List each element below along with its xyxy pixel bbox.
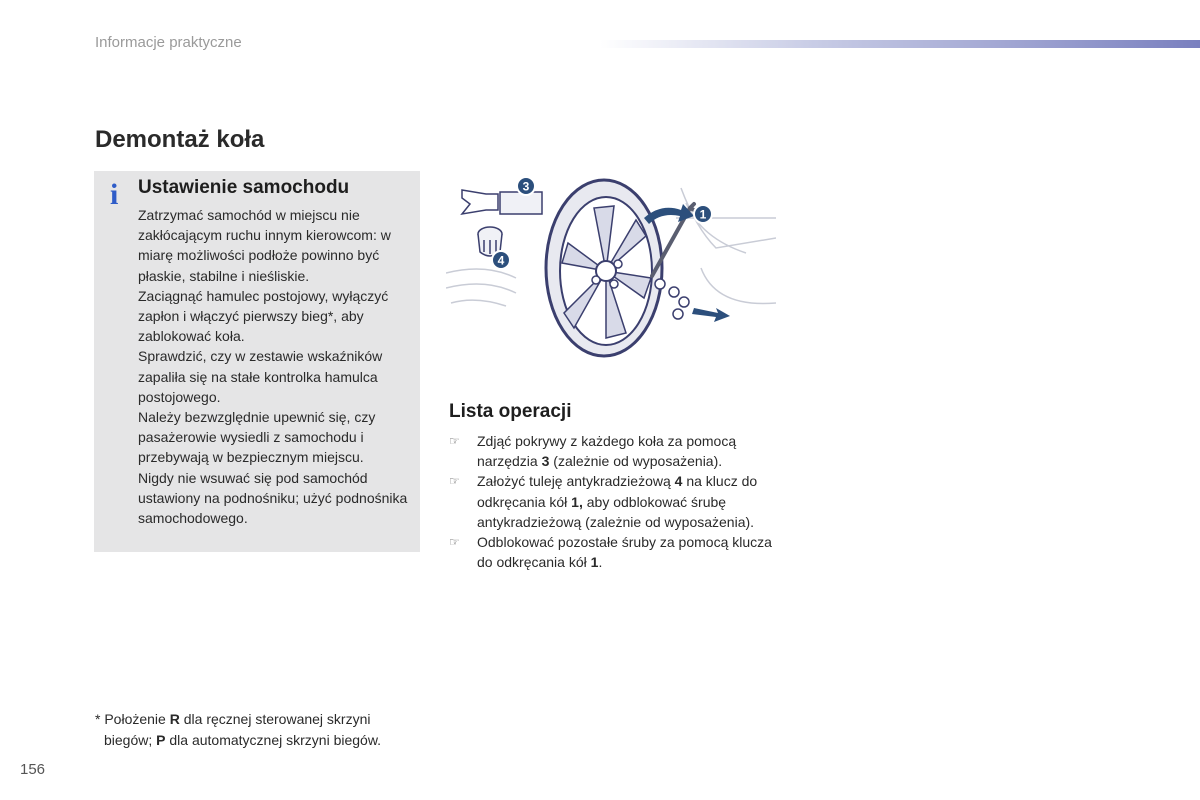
footnote [95, 709, 435, 750]
info-paragraph: Nigdy nie wsuwać się pod samochód ustawiony na podnośniku; użyć podnośnika samochodowego. [138, 469, 408, 527]
operation-ref: 3 [541, 453, 550, 470]
callout-4 [492, 251, 510, 269]
svg-text:3: 3 [522, 179, 530, 194]
info-icon: i [110, 178, 119, 211]
info-paragraph: Zatrzymać samochód w miejscu nie zakłócającym ruchu innym kierowcom: w miarę możliwości podłoże powinno być płaskie, stabilne i nieśliskie. [138, 207, 391, 284]
footnote-text: dla ręcznej sterowanej skrzyni [179, 711, 371, 727]
footnote-text: dla automatycznej skrzyni biegów. [165, 731, 382, 748]
footnote-ref: P [156, 731, 166, 748]
operation-item [449, 471, 779, 532]
callout-3 [517, 177, 535, 195]
info-paragraph: Sprawdzić, czy w zestawie wskaźników zapaliła się na stałe kontrolka hamulca postojowego. [138, 348, 383, 405]
hand-pointer-icon: ☞ [449, 535, 460, 550]
page-number: 156 [20, 761, 46, 778]
page-title: Demontaż koła [95, 126, 265, 153]
info-paragraph: Należy bezwzględnie upewnić się, czy pasażerowie wysiedli z samochodu i przebywają w bezpiecznym miejscu. [138, 409, 376, 466]
info-paragraph: Zaciągnąć hamulec postojowy, wyłączyć zapłon i włączyć pierwszy bieg*, aby zablokować koła. [138, 287, 389, 345]
operation-item [449, 431, 779, 471]
tire-drawing [546, 180, 662, 356]
operations-heading: Lista operacji [449, 401, 572, 422]
operation-text: Założyć tuleję antykradzieżową [477, 473, 675, 490]
wheel-removal-illustration [446, 168, 776, 360]
footnote-ref: R [169, 711, 180, 727]
svg-text:4: 4 [497, 253, 505, 268]
header-gradient-bar [600, 40, 1200, 48]
operation-ref: 4 [674, 473, 683, 490]
svg-text:1: 1 [699, 207, 707, 222]
operation-text: Odblokować pozostałe śruby za pomocą klucza do odkręcania kół [477, 534, 772, 571]
info-box [94, 171, 420, 552]
operations-list [449, 431, 779, 572]
operation-text: . [598, 554, 603, 571]
footnote-marker: * [95, 711, 105, 727]
operation-text: Zdjąć pokrywy z każdego koła za pomocą narzędzia [477, 433, 737, 470]
info-heading: Ustawienie samochodu [138, 177, 350, 198]
operation-ref: 1 [590, 554, 599, 571]
hand-pointer-icon: ☞ [449, 474, 460, 489]
callout-1 [694, 205, 712, 223]
footnote-line-2 [95, 730, 435, 751]
operation-ref: 1, [571, 493, 583, 510]
footnote-text: biegów; [104, 731, 157, 748]
footnote-text: Położenie [104, 711, 170, 727]
operation-text: (zależnie od wyposażenia). [549, 453, 723, 470]
section-label: Informacje praktyczne [95, 34, 242, 51]
hand-pointer-icon: ☞ [449, 434, 460, 448]
operation-text: na klucz do odkręcania kół [477, 473, 758, 510]
operation-item [449, 532, 779, 572]
operation-text: aby odblokować śrubę antykradzieżową (zależnie od wyposażenia). [477, 493, 755, 530]
info-body [138, 205, 414, 528]
